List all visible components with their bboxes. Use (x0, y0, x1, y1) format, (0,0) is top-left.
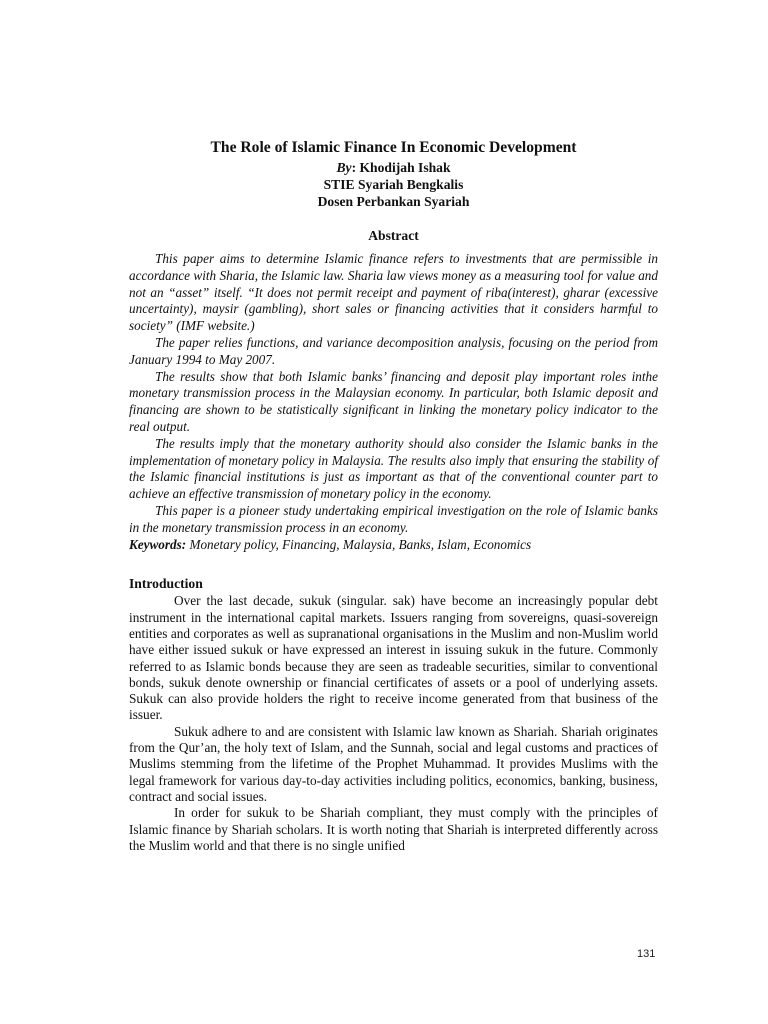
abstract-paragraph: This paper is a pioneer study undertaking empirical investigation on the role of Islamic banks in the monetary transmission process in an economy. (129, 502, 658, 535)
institution: STIE Syariah Bengkalis (323, 177, 464, 192)
introduction-paragraph: Over the last decade, sukuk (singular. sak) have become an increasingly popular debt instrument in the international capital markets. Issuers ranging from sovereigns, quasi-sovereign entities and corporates as well as supranational organisations in the Muslim and non-Muslim world have either issued sukuk or have expressed an interest in issuing sukuk in the future. Commonly referred to as Islamic bonds because they are seen as tradeable securities, similar to conventional bonds, sukuk denote ownership or financial certificates of assets or a pool of underlying assets. Sukuk can also provide holders the right to receive income generated from that business of the issuer. (129, 593, 658, 723)
author-position: Dosen Perbankan Syariah (317, 194, 470, 209)
title-block (129, 138, 658, 210)
abstract-paragraph: The results show that both Islamic banks’ financing and deposit play important roles inthe monetary transmission process in the Malaysian economy. In particular, both Islamic deposit and financing are shown to be statistically significant in linking the monetary policy indicator to the real output. (129, 368, 658, 434)
abstract-paragraph: This paper aims to determine Islamic finance refers to investments that are permissible in accordance with Sharia, the Islamic law. Sharia law views money as a measuring tool for value and not an “asset” itself. “It does not permit receipt and payment of riba(interest), gharar (excessive uncertainty), maysir (gambling), short sales or financing activities that it considers harmful to society” (IMF website.) (129, 251, 658, 334)
paper-title: The Role of Islamic Finance In Economic Development (210, 139, 577, 156)
by-label: By (336, 160, 352, 175)
introduction-heading: Introduction (129, 576, 203, 592)
keywords-text: Monetary policy, Financing, Malaysia, Banks, Islam, Economics (186, 536, 532, 552)
abstract-paragraph: The results imply that the monetary authority should also consider the Islamic banks in the implementation of monetary policy in Malaysia. The results also imply that ensuring the stability of the Islamic financial institutions is just as important as that of the conventional counter part to achieve an effective transmission of monetary policy in the economy. (129, 435, 658, 502)
abstract-paragraph: The paper relies functions, and variance decomposition analysis, focusing on the period from January 1994 to May 2007. (129, 334, 658, 367)
keywords-label: Keywords: (129, 536, 187, 552)
paper-page (129, 138, 658, 854)
introduction-paragraph: Sukuk adhere to and are consistent with Islamic law known as Shariah. Shariah originates from the Qur’an, the holy text of Islam, and the Sunnah, social and legal customs and practices of Muslims stemming from the lifetime of the Prophet Muhammad. It provides Muslims with the legal framework for various day-to-day activities including politics, economics, banking, business, contract and social issues. (129, 723, 658, 804)
author-name: : Khodijah Ishak (351, 160, 451, 175)
keywords-line (129, 537, 658, 554)
abstract-body (129, 251, 658, 537)
introduction-body (129, 593, 658, 854)
page-number: 131 (637, 948, 656, 960)
abstract-heading: Abstract (368, 228, 419, 243)
introduction-paragraph: In order for sukuk to be Shariah compliant, they must comply with the principles of Islamic finance by Shariah scholars. It is worth noting that Shariah is interpreted differently across the Muslim world and that there is no single unified (129, 805, 658, 853)
author-line (129, 159, 658, 176)
